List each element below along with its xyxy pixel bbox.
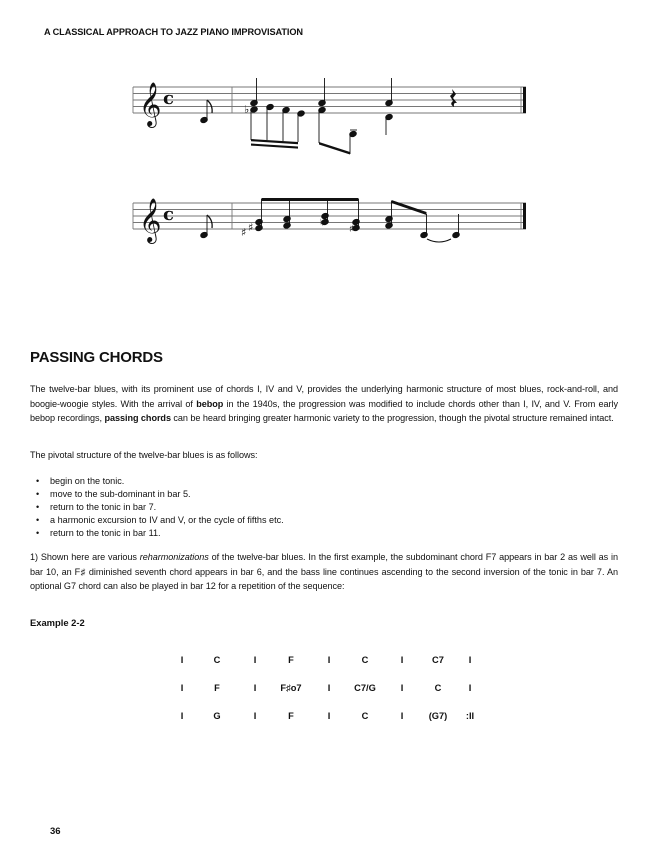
list-item: • return to the tonic in bar 7. (36, 501, 284, 514)
repeat-sign: :II (465, 711, 475, 721)
treble-clef-icon: 𝄞 (139, 198, 162, 242)
bar-line: I (468, 655, 472, 665)
text-run: in the 1940s, the progression was modified to include chords other than I, IV, and V. From early bebop recordings, (30, 398, 618, 424)
bar-line: I (180, 655, 184, 665)
chord: (G7) (428, 711, 448, 721)
common-time-icon: c (163, 204, 174, 225)
list-item: • return to the tonic in bar 11. (36, 527, 284, 540)
bar-line: I (400, 655, 404, 665)
list-item: • begin on the tonic. (36, 475, 284, 488)
list-item: • a harmonic excursion to IV and V, or the cycle of fifths etc. (36, 514, 284, 527)
bar-line: I (180, 711, 184, 721)
chord: G (213, 711, 221, 721)
chord: C7 (432, 655, 444, 665)
term-passing-chords: passing chords (104, 413, 171, 424)
chord: F (288, 655, 294, 665)
bar-line: I (180, 683, 184, 693)
chord: C (361, 655, 369, 665)
chord: F (288, 711, 294, 721)
svg-text:♭: ♭ (244, 103, 250, 116)
quarter-rest-icon (450, 89, 457, 107)
paragraph-reharmonizations (30, 550, 618, 594)
bar-line: I (327, 683, 331, 693)
bar-line: I (400, 711, 404, 721)
svg-text:♮: ♮ (320, 218, 324, 229)
chord: F♯o7 (280, 683, 302, 693)
paragraph-pivotal: The pivotal structure of the twelve-bar blues is as follows: (30, 450, 258, 460)
music-notation (0, 0, 648, 300)
chord: F (214, 683, 220, 693)
example-label: Example 2-2 (30, 617, 85, 628)
chord: C (361, 711, 369, 721)
bar-line: I (253, 655, 257, 665)
bar-line: I (400, 683, 404, 693)
paragraph-intro (30, 382, 618, 426)
section-title: PASSING CHORDS (30, 349, 163, 366)
staff-example-2 (133, 203, 526, 229)
chord: C (434, 683, 442, 693)
bar-line: I (468, 683, 472, 693)
chord: C7/G (354, 683, 376, 693)
staff-example-1 (133, 87, 526, 113)
text-run: 1) Shown here are various (30, 552, 140, 562)
svg-text:♯: ♯ (241, 226, 247, 239)
text-run: The twelve-bar blues, with its prominent use of chords I, IV and V, provides the underlying harmonic structure of most blues, rock-and-roll, and boogie-woogie styles. With the arrival of (30, 384, 618, 409)
bar-line: I (253, 711, 257, 721)
bar-line: I (327, 711, 331, 721)
term-reharmonizations: reharmonizations (139, 552, 209, 562)
pivotal-structure-list (36, 475, 284, 540)
common-time-icon: c (163, 88, 174, 109)
svg-text:♯: ♯ (349, 224, 354, 235)
text-run: can be heard bringing greater harmonic variety to the progression, though the pivotal structure remained intact. (170, 413, 614, 424)
bar-line: I (327, 655, 331, 665)
running-head: A CLASSICAL APPROACH TO JAZZ PIANO IMPROVISATION (44, 27, 303, 37)
treble-clef-icon: 𝄞 (139, 82, 162, 126)
term-bebop: bebop (196, 398, 224, 409)
svg-text:♯: ♯ (248, 221, 254, 234)
chord: C (213, 655, 221, 665)
list-item: • move to the sub-dominant in bar 5. (36, 488, 284, 501)
text-run: of the twelve-bar blues. In the first example, the subdominant chord F7 appears in bar 2 as well as in bar 10, an F♯ diminished seventh chord appears in bar 6, and the bass line continues ascending to the second inversion of the tonic in bar 7. An optional G7 chord can also be played in bar 12 for a repetition of the sequence: (30, 552, 618, 592)
bar-line: I (253, 683, 257, 693)
page-number: 36 (50, 826, 61, 837)
